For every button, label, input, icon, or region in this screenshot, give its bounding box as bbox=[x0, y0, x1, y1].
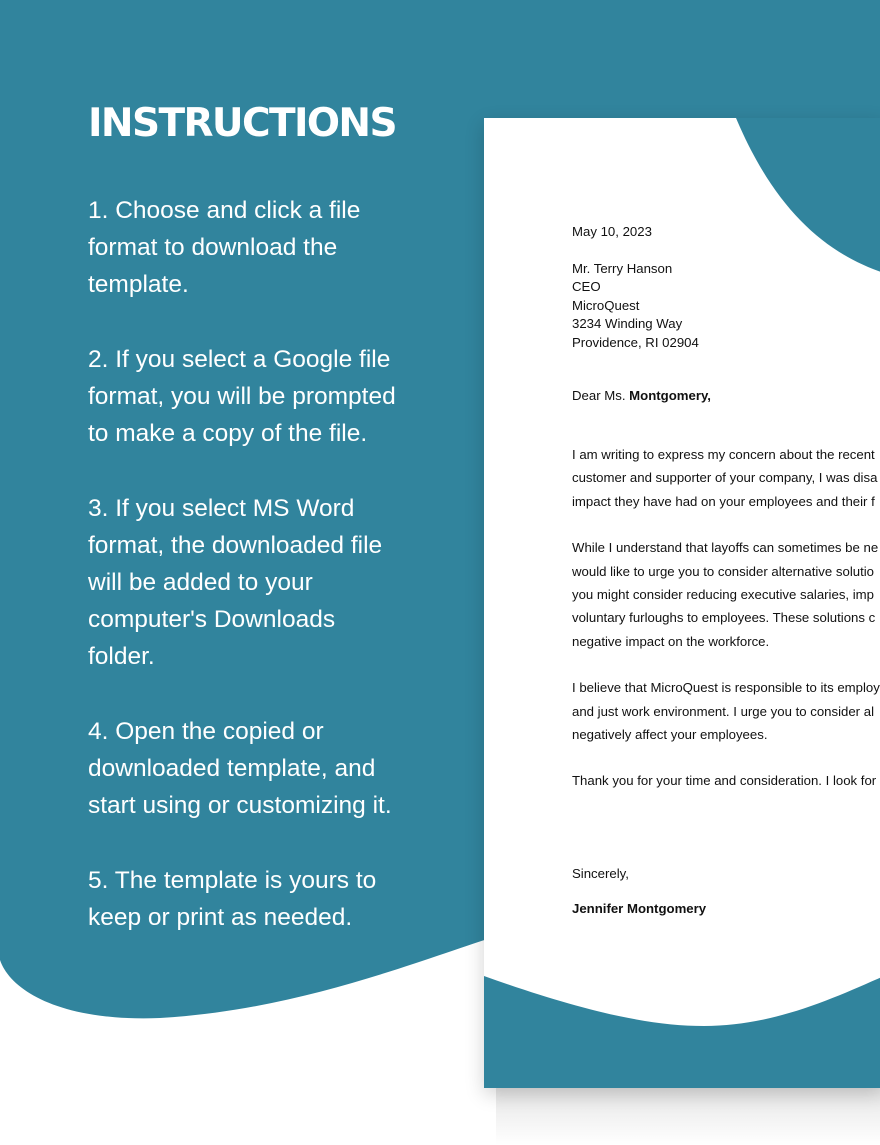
paragraph-3-line: and just work environment. I urge you to consider al bbox=[572, 704, 875, 719]
recipient-street: 3234 Winding Way bbox=[572, 316, 683, 331]
instructions-title: INSTRUCTIONS bbox=[88, 101, 396, 146]
salutation-name: Montgomery, bbox=[629, 388, 711, 403]
letter-date: May 10, 2023 bbox=[572, 224, 652, 239]
paragraph-3-line: I believe that MicroQuest is responsible to its employ bbox=[572, 680, 880, 695]
document-decoration bbox=[484, 118, 880, 1088]
step-line: to make a copy of the file. bbox=[88, 420, 368, 448]
paragraph-2-line: While I understand that layoffs can sometimes be ne bbox=[572, 540, 879, 555]
paragraph-4-line: Thank you for your time and consideration. I look for bbox=[572, 773, 877, 788]
letter-closing: Sincerely, bbox=[572, 866, 629, 881]
salutation-prefix: Dear Ms. bbox=[572, 388, 630, 403]
recipient-title: CEO bbox=[572, 279, 601, 294]
step-line: keep or print as needed. bbox=[88, 903, 353, 931]
step-line: 3. If you select MS Word bbox=[88, 494, 355, 522]
step-line: start using or customizing it. bbox=[88, 792, 392, 820]
salutation bbox=[572, 388, 711, 403]
step-line: format, you will be prompted bbox=[88, 383, 396, 410]
step-line: 4. Open the copied or bbox=[88, 717, 324, 745]
letter-signature: Jennifer Montgomery bbox=[572, 901, 707, 916]
step-line: folder. bbox=[88, 643, 155, 671]
step-line: format, the downloaded file bbox=[88, 531, 383, 559]
paragraph-1-line: impact they have had on your employees and their f bbox=[572, 494, 875, 509]
letter-document-preview bbox=[484, 118, 880, 1088]
instruction-step-3 bbox=[88, 490, 438, 676]
instruction-step-4 bbox=[88, 713, 438, 825]
step-line: 5. The template is yours to bbox=[88, 866, 377, 894]
recipient-name: Mr. Terry Hanson bbox=[572, 261, 673, 276]
instructions-steps-list bbox=[88, 192, 438, 973]
paragraph-3-line: negatively affect your employees. bbox=[572, 727, 768, 742]
step-line: 2. If you select a Google file bbox=[88, 345, 391, 373]
step-line: downloaded template, and bbox=[88, 755, 376, 782]
paragraph-2-line: negative impact on the workforce. bbox=[572, 634, 770, 649]
paragraph-2-line: would like to urge you to consider alternative solutio bbox=[572, 564, 875, 579]
step-line: format to download the bbox=[88, 234, 338, 262]
recipient-company: MicroQuest bbox=[572, 298, 640, 313]
recipient-city: Providence, RI 02904 bbox=[572, 335, 699, 350]
paragraph-1-line: customer and supporter of your company, I was disa bbox=[572, 470, 878, 485]
instruction-step-1 bbox=[88, 192, 438, 304]
instruction-step-5 bbox=[88, 862, 438, 936]
step-line: will be added to your bbox=[88, 569, 313, 596]
instruction-step-2 bbox=[88, 341, 438, 453]
paragraph-1-line: I am writing to express my concern about the recent bbox=[572, 447, 875, 462]
paragraph-2-line: voluntary furloughs to employees. These solutions c bbox=[572, 610, 876, 625]
step-line: computer's Downloads bbox=[88, 606, 336, 634]
paragraph-2-line: you might consider reducing executive salaries, imp bbox=[572, 587, 874, 602]
step-line: template. bbox=[88, 271, 189, 299]
step-line: 1. Choose and click a file bbox=[88, 197, 361, 224]
